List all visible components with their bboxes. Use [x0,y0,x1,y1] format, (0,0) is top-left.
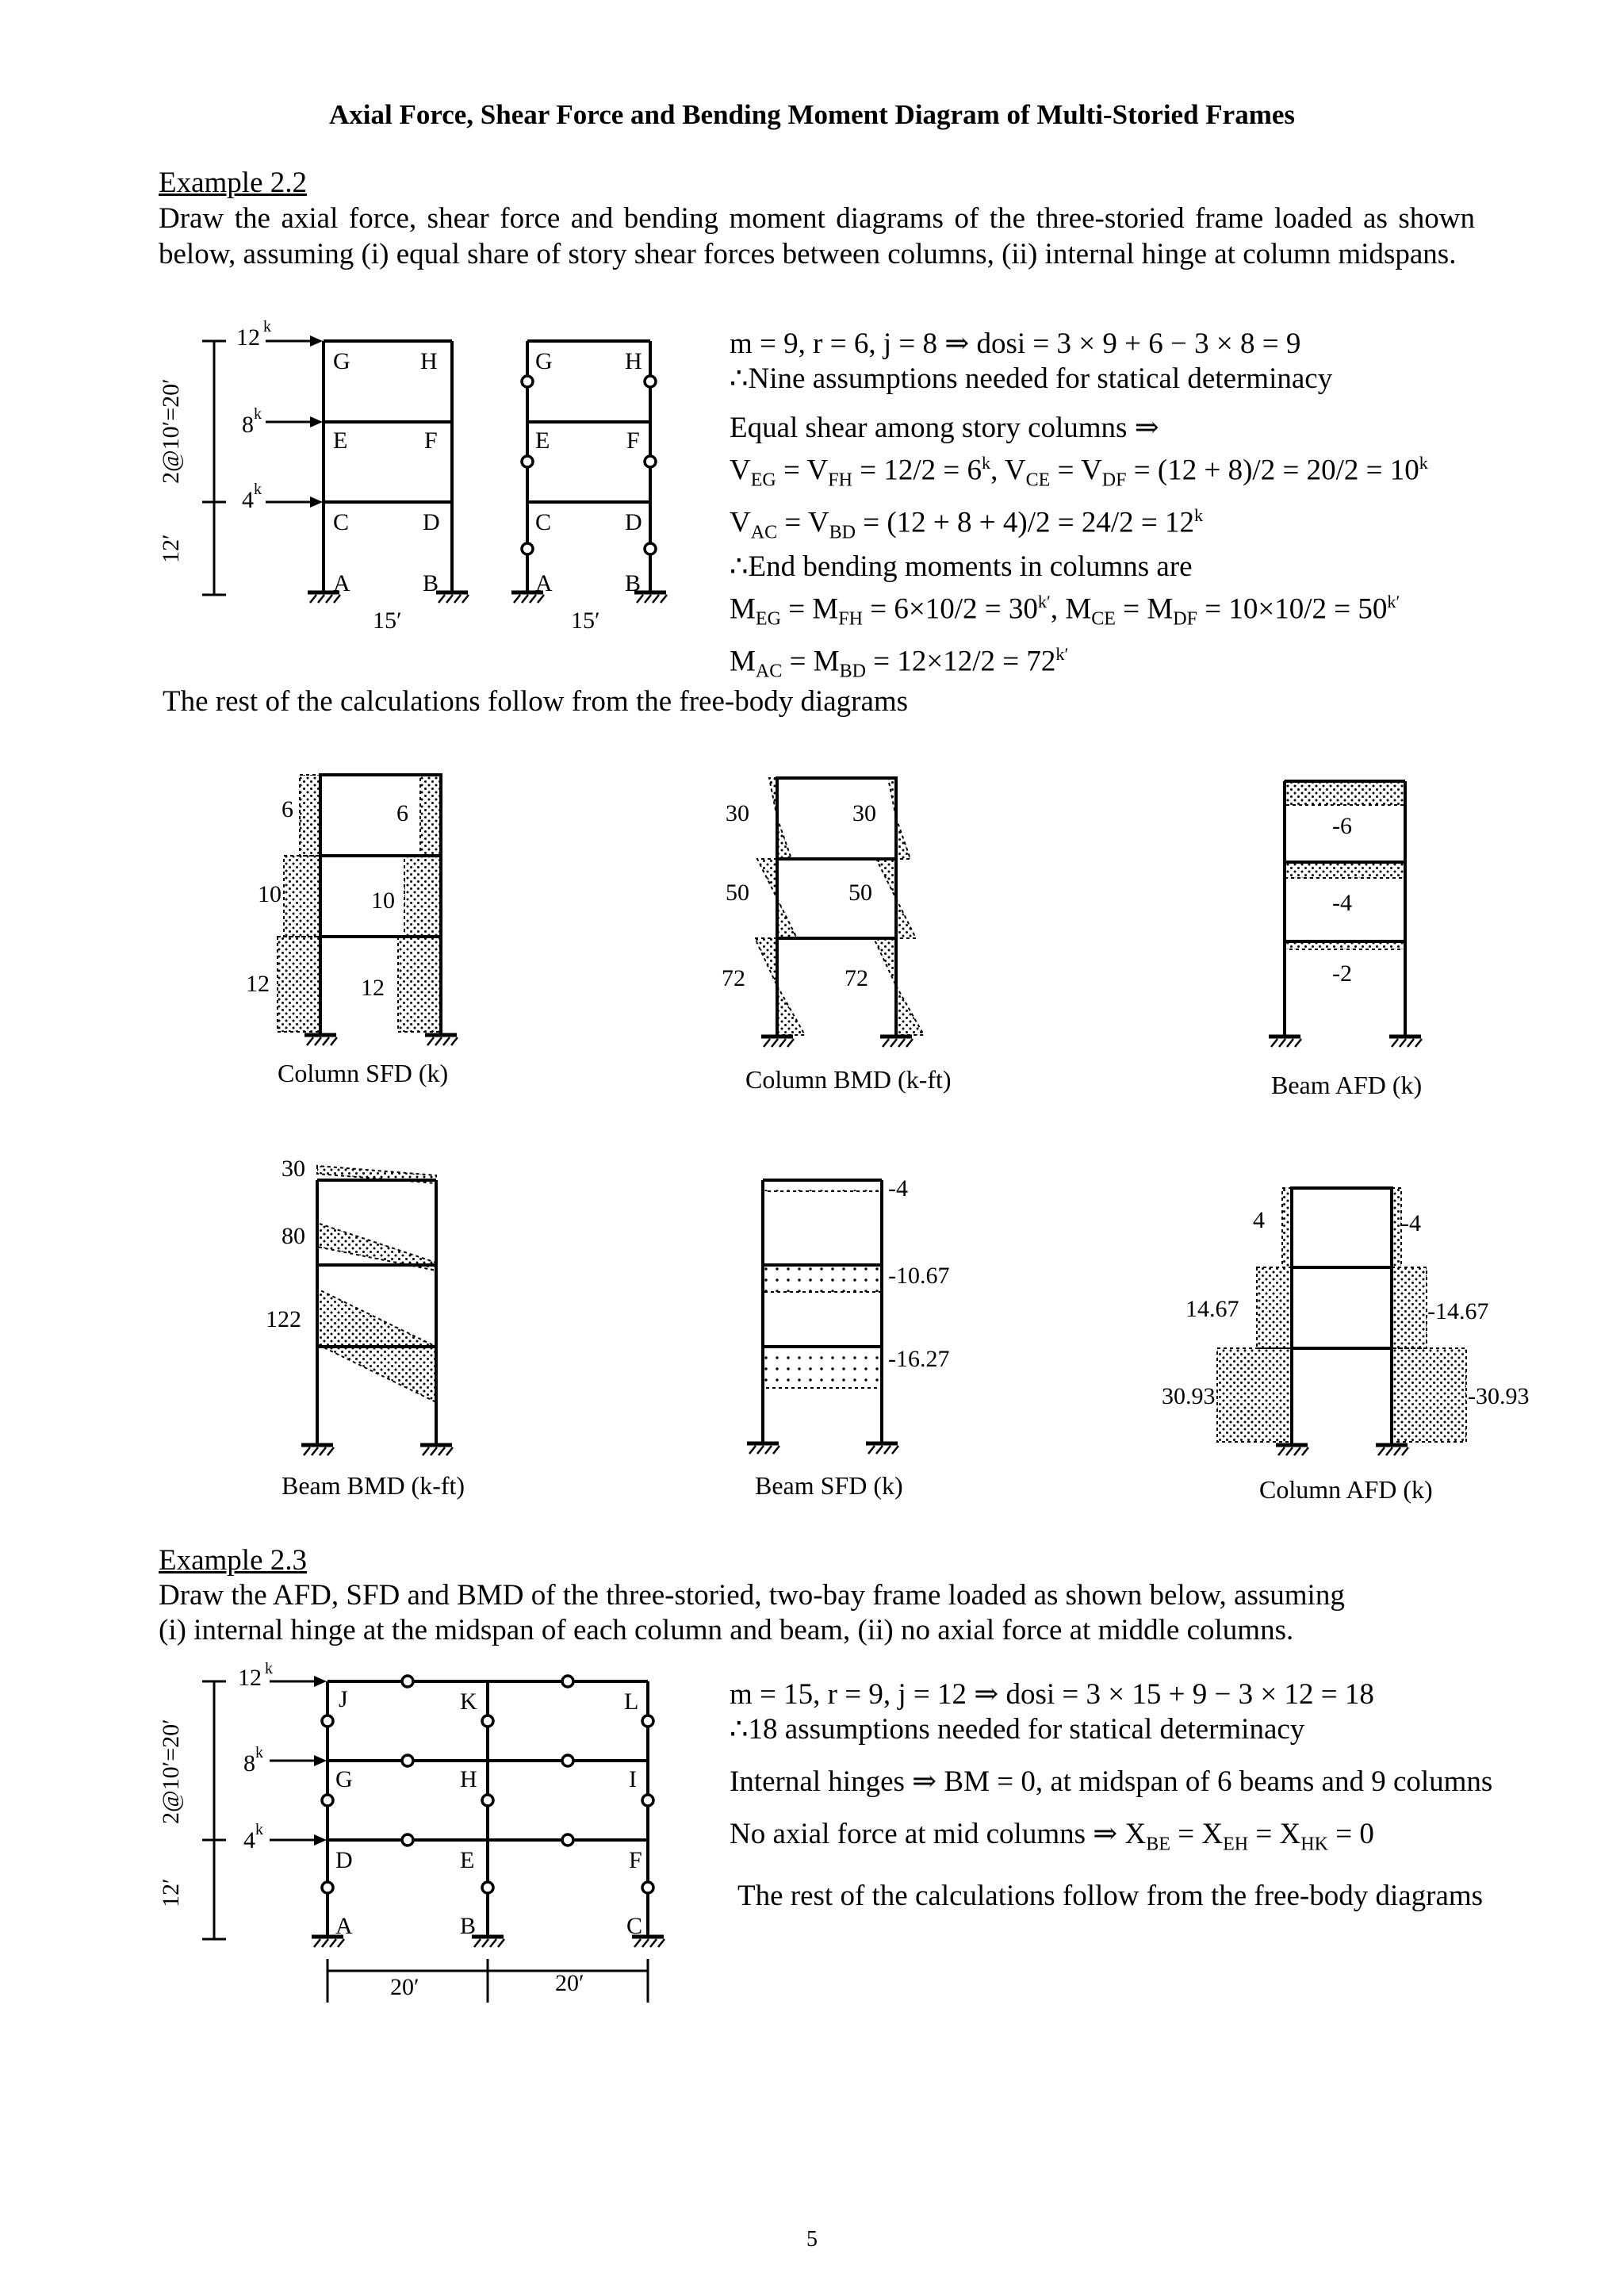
svg-text:6: 6 [282,796,293,822]
calc-line-4: $V_{EG} = V_{FH} = 12/2 = 6^k$, $V_{CE} = V_{DF} = (12 + 8)/2 = 20/2 = 10^k$ [730,453,1428,491]
example-2-2-problem: Draw the axial force, shear force and bending moment diagrams of the three-storied frame loaded as shown below, assuming (i) equal share of story shear forces between columns, (ii) internal hinge at column midspans. [159,202,1475,270]
svg-text:k: k [254,481,262,498]
svg-text:H: H [420,348,438,374]
svg-text:C: C [626,1913,643,1939]
beam-afd-diagram [1261,773,1451,1075]
svg-text:H: H [625,348,642,374]
svg-text:D: D [423,509,440,535]
svg-text:10: 10 [258,881,282,907]
ex22-rest-note: The rest of the calculations follow from the free-body diagrams [163,685,909,718]
svg-text:-4: -4 [1332,890,1352,916]
calc-line-5: $V_{AC} = V_{BD} = (12 + 8 + 4)/2 = 24/2 = 12^k$ [730,504,1204,543]
svg-text:10: 10 [371,887,395,914]
svg-text:12′: 12′ [158,1878,184,1907]
svg-text:k: k [254,405,262,423]
svg-text:A: A [335,1913,353,1939]
svg-text:-4: -4 [888,1175,908,1202]
svg-text:-14.67: -14.67 [1427,1298,1489,1324]
column-sfd-caption: Column SFD (k) [278,1059,449,1087]
svg-text:G: G [535,348,553,374]
svg-text:D: D [625,509,642,535]
svg-text:E: E [460,1847,475,1873]
svg-text:k: k [255,1821,263,1838]
span-20-right: 20′ [555,1970,584,1996]
svg-text:6: 6 [396,800,408,826]
column-sfd-diagram [238,765,500,1091]
svg-text:4: 4 [243,1827,255,1853]
svg-text:E: E [535,427,550,454]
svg-text:72: 72 [845,965,868,991]
svg-text:k: k [265,1660,273,1677]
example-2-2-heading: Example 2.2 [159,167,308,199]
calc-line-8: $M_{AC} = M_{BD} = 12\times 12/2 = 72^{k'}$ [730,644,1069,682]
beam-sfd-caption: Beam SFD (k) [755,1471,903,1500]
svg-text:A: A [535,570,553,596]
dim-upper: 2@10′=20′ [158,378,184,484]
beam-sfd-diagram [730,1166,983,1459]
svg-text:H: H [460,1766,477,1792]
calc-line-7: $M_{EG} = M_{FH} = 6\times 10/2 = 30^{k'}$, $M_{CE} = M_{DF} = 10\times 10/2 = 50^{k'}$ [730,592,1400,631]
svg-text:B: B [625,570,642,596]
beam-afd-caption: Beam AFD (k) [1271,1071,1423,1099]
calc-line-2: ∴Nine assumptions needed for statical determinacy [730,362,1333,395]
svg-text:G: G [335,1766,353,1792]
svg-text:50: 50 [726,880,749,906]
svg-text:2@10′=20′: 2@10′=20′ [158,1719,184,1824]
ex23-frame-diagram [155,1660,702,2018]
svg-text:F: F [424,427,438,454]
svg-text:-30.93: -30.93 [1468,1383,1530,1409]
page-title: Axial Force, Shear Force and Bending Moment Diagram of Multi-Storied Frames [328,99,1296,130]
svg-text:122: 122 [266,1306,301,1332]
svg-text:L: L [624,1688,639,1715]
svg-text:J: J [339,1686,348,1712]
example-2-3-problem: Draw the AFD, SFD and BMD of the three-storied, two-bay frame loaded as shown below, assuming (i) internal hinge at the midspan of each column and beam, (ii) no axial force at middle columns. [159,1579,1345,1646]
calc-line-1: m = 9, r = 6, j = 8 ⇒ dosi = 3 × 9 + 6 − 3 × 8 = 9 [730,328,1301,360]
load-8: 8 [242,412,254,438]
svg-text:30.93: 30.93 [1162,1383,1216,1409]
ex22-frame-diagram [155,317,488,634]
calc-line-6: ∴End bending moments in columns are [730,550,1193,584]
svg-text:I: I [629,1766,637,1792]
page-number: 5 [806,2227,818,2252]
load-4: 4 [242,487,254,513]
load-12: 12 [236,324,260,351]
svg-text:F: F [629,1847,642,1873]
example-2-3-heading: Example 2.3 [159,1544,308,1577]
ex22-hinged-frame-diagram [504,317,686,634]
svg-text:4: 4 [1253,1207,1265,1233]
svg-text:F: F [626,427,640,454]
svg-text:14.67: 14.67 [1185,1296,1239,1322]
dim-lower: 12′ [158,534,184,563]
svg-text:E: E [333,427,348,454]
svg-text:D: D [335,1847,353,1873]
column-bmd-diagram [698,773,944,1091]
svg-text:-2: -2 [1332,960,1352,987]
svg-text:-6: -6 [1332,813,1352,839]
svg-text:80: 80 [282,1223,305,1249]
svg-text:8: 8 [243,1750,255,1777]
svg-text:C: C [333,509,350,535]
column-afd-caption: Column AFD (k) [1259,1475,1433,1504]
svg-text:12: 12 [246,971,270,997]
svg-text:K: K [460,1688,477,1715]
svg-text:C: C [535,509,552,535]
calc-line-3: Equal shear among story columns ⇒ [730,412,1159,444]
column-afd-diagram [1154,1174,1566,1467]
svg-text:12: 12 [238,1665,262,1691]
svg-text:G: G [333,348,350,374]
svg-text:50: 50 [848,880,872,906]
svg-text:B: B [423,570,439,596]
svg-text:15′: 15′ [571,608,600,634]
beam-bmd-diagram [262,1150,460,1459]
svg-text:A: A [333,570,350,596]
beam-bmd-caption: Beam BMD (k-ft) [282,1471,465,1500]
svg-text:30: 30 [726,800,749,826]
svg-text:k: k [255,1744,263,1761]
svg-text:30: 30 [282,1156,305,1182]
svg-text:B: B [460,1913,477,1939]
svg-text:-16.27: -16.27 [888,1346,950,1372]
svg-text:-10.67: -10.67 [888,1263,950,1289]
ex22-calculations [730,327,1428,689]
svg-text:-4: -4 [1401,1210,1421,1236]
column-bmd-caption: Column BMD (k-ft) [745,1065,952,1094]
svg-text:12: 12 [361,975,385,1001]
svg-text:k: k [263,318,271,335]
svg-text:72: 72 [722,965,745,991]
span-20-left: 20′ [390,1974,419,2000]
span-15: 15′ [373,608,402,634]
ex23-calculations: m = 15, r = 9, j = 12 ⇒ dosi = 3 × 15 + 9 − 3 × 12 = 18 ∴18 assumptions needed for statical determinacy Internal hinges ⇒ BM = 0, at midspan of 6 beams and 9 columns No axial force at mid columns ⇒ $X_{BE} = X_{EH} = X_{HK} = 0$ The rest of the calculations follow from the free-body diagrams [730,1678,1493,1913]
svg-text:30: 30 [852,800,876,826]
